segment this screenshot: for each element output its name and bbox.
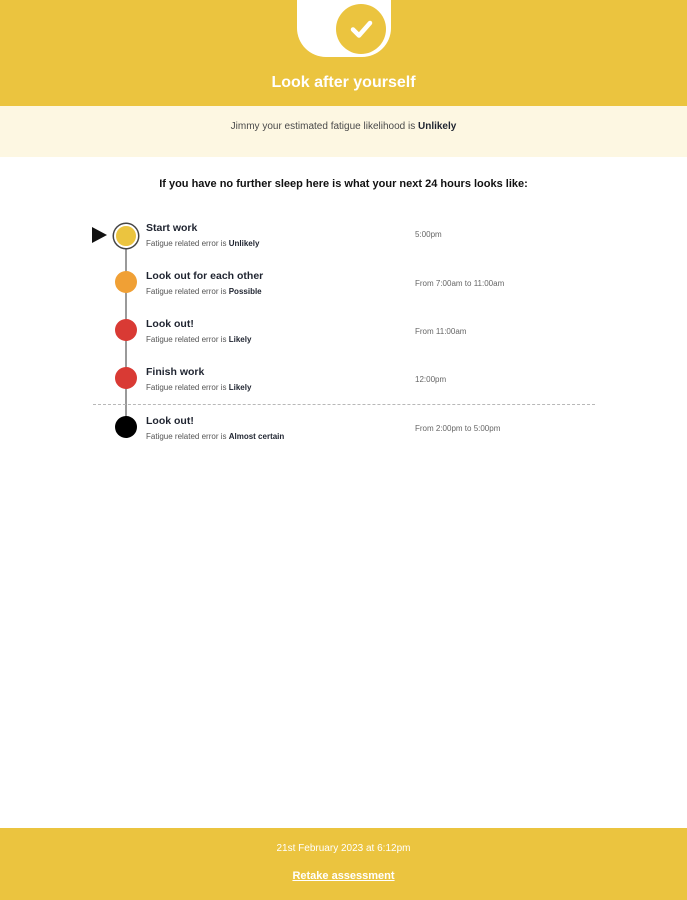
timeline-item-subtitle: [146, 383, 251, 392]
timeline-item-subtitle: [146, 239, 259, 248]
summary-level: Unlikely: [417, 121, 457, 132]
subtitle-prefix: Fatigue related error is: [146, 287, 227, 296]
error-level: Almost certain: [228, 432, 285, 441]
retake-assessment-link[interactable]: Retake assessment: [292, 870, 395, 882]
divider: [93, 404, 595, 405]
error-level: Likely: [228, 335, 252, 344]
check-icon: [346, 14, 376, 44]
error-level: Likely: [228, 383, 252, 392]
subtitle-prefix: Fatigue related error is: [146, 335, 227, 344]
timeline-item-subtitle: [146, 287, 262, 296]
subtitle-prefix: Fatigue related error is: [146, 239, 227, 248]
timeline-intro: If you have no further sleep here is what your next 24 hours looks like:: [159, 178, 528, 190]
retake-link-wrap: [0, 866, 687, 884]
timeline-item-title: Start work: [146, 222, 198, 234]
summary-text: your estimated fatigue likelihood is: [262, 121, 416, 132]
timeline-item-time: From 11:00am: [415, 327, 467, 336]
timeline-item-title: Look out!: [146, 318, 194, 330]
user-name: Jimmy: [230, 121, 260, 132]
timeline-dot: [114, 224, 138, 248]
timeline-dot: [115, 271, 137, 293]
subtitle-prefix: Fatigue related error is: [146, 432, 227, 441]
timeline-dot: [115, 319, 137, 341]
footer-banner: [0, 828, 687, 900]
header-banner: [0, 0, 687, 106]
timeline-item-title: Finish work: [146, 366, 205, 378]
toggle-knob: [336, 4, 386, 54]
page-title: Look after yourself: [271, 74, 416, 91]
timeline-item-time: From 7:00am to 11:00am: [415, 279, 505, 288]
assessment-date: 21st February 2023 at 6:12pm: [276, 843, 411, 854]
summary-message: [0, 121, 687, 132]
timeline-dot: [115, 416, 137, 438]
timeline-item-time: 12:00pm: [415, 375, 447, 384]
timeline-item-time: 5:00pm: [415, 230, 442, 239]
current-pointer-icon: [92, 227, 107, 243]
subtitle-prefix: Fatigue related error is: [146, 383, 227, 392]
summary-band: [0, 106, 687, 157]
error-level: Possible: [228, 287, 262, 296]
timeline-item-title: Look out for each other: [146, 270, 264, 282]
timeline-item-subtitle: [146, 432, 284, 441]
timeline-item-title: Look out!: [146, 415, 194, 427]
timeline-item-subtitle: [146, 335, 251, 344]
timeline-dot: [115, 367, 137, 389]
status-toggle: [297, 0, 391, 57]
timeline-item-time: From 2:00pm to 5:00pm: [415, 424, 501, 433]
error-level: Unlikely: [228, 239, 260, 248]
